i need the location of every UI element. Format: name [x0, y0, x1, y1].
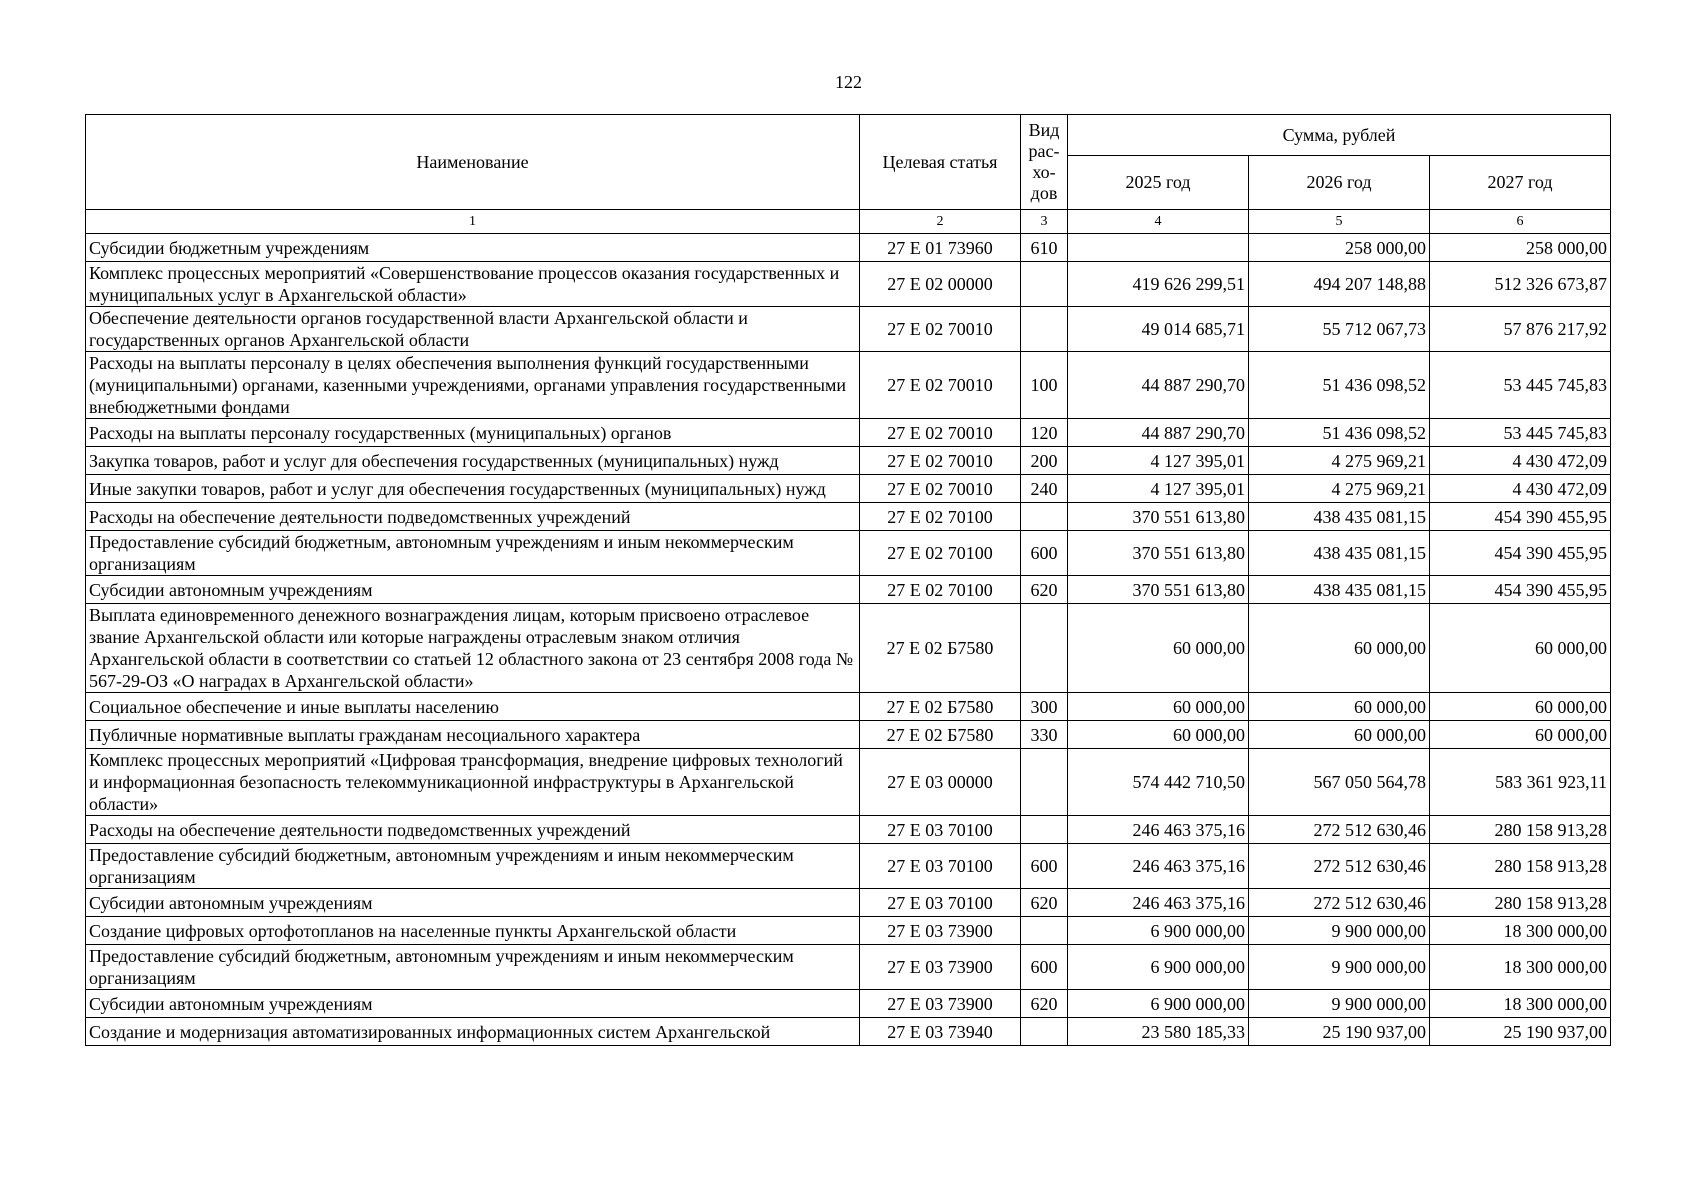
row-amount-2027: 60 000,00: [1430, 604, 1611, 693]
row-name: Субсидии бюджетным учреждениям: [86, 234, 860, 262]
table-row: [86, 990, 1611, 1018]
row-amount-2025: 246 463 375,16: [1068, 889, 1249, 917]
row-amount-2026: 438 435 081,15: [1249, 531, 1430, 576]
row-amount-2027: 280 158 913,28: [1430, 889, 1611, 917]
row-amount-2026: 438 435 081,15: [1249, 503, 1430, 531]
row-amount-2026: 4 275 969,21: [1249, 475, 1430, 503]
row-expense-type: 120: [1021, 419, 1068, 447]
row-amount-2025: 6 900 000,00: [1068, 945, 1249, 990]
row-name: Субсидии автономным учреждениям: [86, 889, 860, 917]
row-amount-2025: 44 887 290,70: [1068, 419, 1249, 447]
row-name: Расходы на выплаты персоналу государственных (муниципальных) органов: [86, 419, 860, 447]
row-expense-type: 620: [1021, 889, 1068, 917]
table-row: [86, 352, 1611, 419]
row-amount-2027: 280 158 913,28: [1430, 844, 1611, 889]
row-expense-type: [1021, 1018, 1068, 1046]
row-amount-2026: 51 436 098,52: [1249, 419, 1430, 447]
row-target-article: 27 Е 03 00000: [860, 749, 1021, 816]
row-amount-2027: 18 300 000,00: [1430, 990, 1611, 1018]
row-expense-type: [1021, 604, 1068, 693]
row-amount-2027: 512 326 673,87: [1430, 262, 1611, 307]
row-expense-type: 200: [1021, 447, 1068, 475]
table-row: [86, 262, 1611, 307]
row-target-article: 27 Е 02 70100: [860, 576, 1021, 604]
row-amount-2025: 419 626 299,51: [1068, 262, 1249, 307]
row-amount-2026: 272 512 630,46: [1249, 844, 1430, 889]
row-amount-2027: 280 158 913,28: [1430, 816, 1611, 844]
row-amount-2027: 18 300 000,00: [1430, 945, 1611, 990]
row-name: Субсидии автономным учреждениям: [86, 990, 860, 1018]
row-amount-2027: 60 000,00: [1430, 693, 1611, 721]
row-target-article: 27 Е 03 70100: [860, 889, 1021, 917]
table-header: [86, 115, 1611, 234]
table-row: [86, 889, 1611, 917]
row-expense-type: 330: [1021, 721, 1068, 749]
row-name: Комплекс процессных мероприятий «Совершенствование процессов оказания государственных и муниципальных услуг в Архангельской области»: [86, 262, 860, 307]
row-name: Предоставление субсидий бюджетным, автономным учреждениям и иным некоммерческим организациям: [86, 844, 860, 889]
row-amount-2026: 60 000,00: [1249, 721, 1430, 749]
row-amount-2025: 4 127 395,01: [1068, 447, 1249, 475]
header-year-2026: 2026 год: [1249, 156, 1430, 210]
header-year-2025: 2025 год: [1068, 156, 1249, 210]
row-amount-2027: 57 876 217,92: [1430, 307, 1611, 352]
row-amount-2025: 246 463 375,16: [1068, 816, 1249, 844]
column-number: 2: [860, 210, 1021, 234]
budget-table: [85, 114, 1611, 1046]
row-amount-2026: 60 000,00: [1249, 693, 1430, 721]
table-row: [86, 604, 1611, 693]
row-amount-2026: 55 712 067,73: [1249, 307, 1430, 352]
row-target-article: 27 Е 01 73960: [860, 234, 1021, 262]
row-expense-type: [1021, 816, 1068, 844]
row-target-article: 27 Е 02 70100: [860, 503, 1021, 531]
row-name: Субсидии автономным учреждениям: [86, 576, 860, 604]
row-expense-type: 600: [1021, 844, 1068, 889]
row-name: Расходы на обеспечение деятельности подведомственных учреждений: [86, 503, 860, 531]
row-expense-type: [1021, 262, 1068, 307]
row-amount-2027: 25 190 937,00: [1430, 1018, 1611, 1046]
row-amount-2026: 272 512 630,46: [1249, 816, 1430, 844]
row-target-article: 27 Е 03 73940: [860, 1018, 1021, 1046]
row-target-article: 27 Е 03 73900: [860, 917, 1021, 945]
row-amount-2027: 18 300 000,00: [1430, 917, 1611, 945]
column-number: 5: [1249, 210, 1430, 234]
page-number: 122: [835, 72, 862, 92]
row-amount-2026: 494 207 148,88: [1249, 262, 1430, 307]
table-row: [86, 693, 1611, 721]
row-amount-2025: 44 887 290,70: [1068, 352, 1249, 419]
row-amount-2026: 60 000,00: [1249, 604, 1430, 693]
row-expense-type: [1021, 917, 1068, 945]
table-row: [86, 531, 1611, 576]
row-target-article: 27 Е 02 70100: [860, 531, 1021, 576]
row-target-article: 27 Е 02 70010: [860, 475, 1021, 503]
row-name: Предоставление субсидий бюджетным, автономным учреждениям и иным некоммерческим организациям: [86, 945, 860, 990]
row-target-article: 27 Е 02 Б7580: [860, 604, 1021, 693]
row-expense-type: 240: [1021, 475, 1068, 503]
row-amount-2026: 51 436 098,52: [1249, 352, 1430, 419]
row-name: Публичные нормативные выплаты гражданам несоциального характера: [86, 721, 860, 749]
row-amount-2025: [1068, 234, 1249, 262]
row-amount-2026: 9 900 000,00: [1249, 990, 1430, 1018]
row-amount-2027: 53 445 745,83: [1430, 419, 1611, 447]
row-amount-2026: 438 435 081,15: [1249, 576, 1430, 604]
row-name: Предоставление субсидий бюджетным, автономным учреждениям и иным некоммерческим организациям: [86, 531, 860, 576]
row-target-article: 27 Е 03 70100: [860, 816, 1021, 844]
row-expense-type: [1021, 503, 1068, 531]
row-name: Закупка товаров, работ и услуг для обеспечения государственных (муниципальных) нужд: [86, 447, 860, 475]
row-name: Социальное обеспечение и иные выплаты населению: [86, 693, 860, 721]
column-number: 3: [1021, 210, 1068, 234]
table-row: [86, 917, 1611, 945]
row-amount-2026: 9 900 000,00: [1249, 917, 1430, 945]
row-expense-type: 100: [1021, 352, 1068, 419]
row-expense-type: [1021, 307, 1068, 352]
row-target-article: 27 Е 03 73900: [860, 990, 1021, 1018]
row-amount-2025: 6 900 000,00: [1068, 990, 1249, 1018]
row-expense-type: 600: [1021, 945, 1068, 990]
row-amount-2026: 272 512 630,46: [1249, 889, 1430, 917]
row-expense-type: 300: [1021, 693, 1068, 721]
row-amount-2026: 258 000,00: [1249, 234, 1430, 262]
table-row: [86, 945, 1611, 990]
row-amount-2025: 23 580 185,33: [1068, 1018, 1249, 1046]
column-number: 1: [86, 210, 860, 234]
table-row: [86, 475, 1611, 503]
table-row: [86, 721, 1611, 749]
row-amount-2025: 370 551 613,80: [1068, 531, 1249, 576]
row-target-article: 27 Е 03 70100: [860, 844, 1021, 889]
table-row: [86, 1018, 1611, 1046]
row-expense-type: 620: [1021, 576, 1068, 604]
row-target-article: 27 Е 02 00000: [860, 262, 1021, 307]
row-name: Комплекс процессных мероприятий «Цифровая трансформация, внедрение цифровых технологий и информационная безопасность телекоммуникационной инфраструктуры в Архангельской области»: [86, 749, 860, 816]
column-number: 4: [1068, 210, 1249, 234]
row-amount-2026: 9 900 000,00: [1249, 945, 1430, 990]
row-amount-2026: 4 275 969,21: [1249, 447, 1430, 475]
row-amount-2027: 53 445 745,83: [1430, 352, 1611, 419]
row-amount-2025: 60 000,00: [1068, 721, 1249, 749]
row-name: Создание и модернизация автоматизированных информационных систем Архангельской: [86, 1018, 860, 1046]
row-amount-2025: 574 442 710,50: [1068, 749, 1249, 816]
row-amount-2025: 49 014 685,71: [1068, 307, 1249, 352]
row-expense-type: 610: [1021, 234, 1068, 262]
row-amount-2025: 4 127 395,01: [1068, 475, 1249, 503]
row-name: Обеспечение деятельности органов государственной власти Архангельской области и государственных органов Архангельской области: [86, 307, 860, 352]
column-number-row: [86, 210, 1611, 234]
row-amount-2027: 583 361 923,11: [1430, 749, 1611, 816]
table-row: [86, 576, 1611, 604]
row-name: Выплата единовременного денежного вознаграждения лицам, которым присвоено отраслевое звание Архангельской области или которые награждены отраслевым знаком отличия Архангельской области в соответствии со статьей 12 областного закона от 23 сентября 2008 года № 567-29-ОЗ «О наградах в Архангельской области»: [86, 604, 860, 693]
row-amount-2025: 6 900 000,00: [1068, 917, 1249, 945]
row-amount-2027: 454 390 455,95: [1430, 531, 1611, 576]
row-amount-2025: 370 551 613,80: [1068, 503, 1249, 531]
row-name: Иные закупки товаров, работ и услуг для обеспечения государственных (муниципальных) нужд: [86, 475, 860, 503]
header-target-article: Целевая статья: [860, 115, 1021, 210]
table-row: [86, 749, 1611, 816]
table-row: [86, 816, 1611, 844]
row-target-article: 27 Е 02 70010: [860, 352, 1021, 419]
row-target-article: 27 Е 02 Б7580: [860, 721, 1021, 749]
row-target-article: 27 Е 03 73900: [860, 945, 1021, 990]
row-expense-type: 600: [1021, 531, 1068, 576]
header-sum: Сумма, рублей: [1068, 115, 1611, 156]
header-expense-type: Вид рас-хо-дов: [1021, 115, 1068, 210]
row-name: Расходы на выплаты персоналу в целях обеспечения выполнения функций государственными (муниципальными) органами, казенными учреждениями, органами управления государственными внебюджетными фондами: [86, 352, 860, 419]
row-amount-2027: 4 430 472,09: [1430, 475, 1611, 503]
row-amount-2025: 370 551 613,80: [1068, 576, 1249, 604]
row-amount-2027: 4 430 472,09: [1430, 447, 1611, 475]
row-amount-2027: 454 390 455,95: [1430, 503, 1611, 531]
row-target-article: 27 Е 02 70010: [860, 447, 1021, 475]
column-number: 6: [1430, 210, 1611, 234]
row-name: Расходы на обеспечение деятельности подведомственных учреждений: [86, 816, 860, 844]
table-body: [86, 234, 1611, 1046]
row-amount-2025: 246 463 375,16: [1068, 844, 1249, 889]
table-row: [86, 844, 1611, 889]
row-target-article: 27 Е 02 70010: [860, 419, 1021, 447]
row-amount-2026: 25 190 937,00: [1249, 1018, 1430, 1046]
table-row: [86, 307, 1611, 352]
row-amount-2025: 60 000,00: [1068, 604, 1249, 693]
row-name: Создание цифровых ортофотопланов на населенные пункты Архангельской области: [86, 917, 860, 945]
table-row: [86, 447, 1611, 475]
row-amount-2027: 258 000,00: [1430, 234, 1611, 262]
row-amount-2025: 60 000,00: [1068, 693, 1249, 721]
header-name: Наименование: [86, 115, 860, 210]
table-row: [86, 419, 1611, 447]
table-row: [86, 503, 1611, 531]
row-target-article: 27 Е 02 Б7580: [860, 693, 1021, 721]
row-expense-type: [1021, 749, 1068, 816]
row-amount-2026: 567 050 564,78: [1249, 749, 1430, 816]
table-row: [86, 234, 1611, 262]
row-target-article: 27 Е 02 70010: [860, 307, 1021, 352]
row-amount-2027: 454 390 455,95: [1430, 576, 1611, 604]
row-amount-2027: 60 000,00: [1430, 721, 1611, 749]
header-year-2027: 2027 год: [1430, 156, 1611, 210]
row-expense-type: 620: [1021, 990, 1068, 1018]
